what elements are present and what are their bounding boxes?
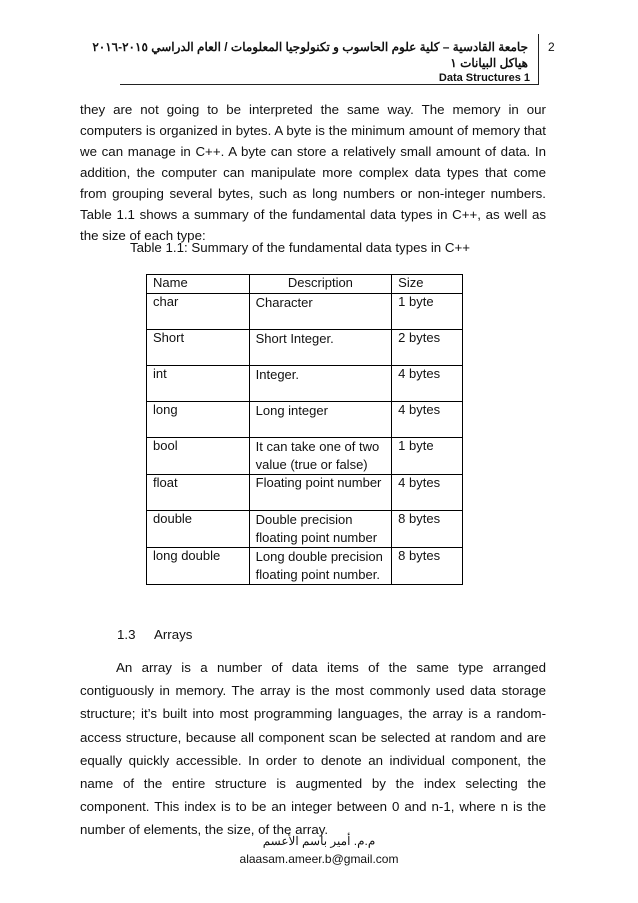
table-row xyxy=(147,294,463,330)
cell-name: float xyxy=(147,475,250,511)
header-university-line: جامعة القادسية – كلية علوم الحاسوب و تكنولوجيا المعلومات / العام الدراسي ٢٠١٥-٢٠١٦ xyxy=(92,40,528,54)
table-header-row xyxy=(147,275,463,294)
footer-email: alaasam.ameer.b@gmail.com xyxy=(239,852,399,866)
footer-author: م.م. أمير باسم الأعسم xyxy=(262,834,376,848)
cell-description: Character xyxy=(249,294,392,330)
cell-size: 8 bytes xyxy=(392,548,463,585)
cell-description: Long integer xyxy=(249,402,392,438)
cell-size: 4 bytes xyxy=(392,366,463,402)
cell-name: bool xyxy=(147,438,250,475)
cell-size: 4 bytes xyxy=(392,402,463,438)
header-description: Description xyxy=(249,275,392,294)
cell-name: long double xyxy=(147,548,250,585)
cell-description: It can take one of two value (true or false) xyxy=(249,438,392,475)
section-number: 1.3 xyxy=(117,627,136,642)
table-caption: Table 1.1: Summary of the fundamental data types in C++ xyxy=(130,240,471,255)
cell-size: 1 byte xyxy=(392,294,463,330)
table-row xyxy=(147,402,463,438)
cell-name: Short xyxy=(147,330,250,366)
cell-name: double xyxy=(147,511,250,548)
table-row xyxy=(147,511,463,548)
table-row xyxy=(147,475,463,511)
cell-size: 4 bytes xyxy=(392,475,463,511)
intro-paragraph: they are not going to be interpreted the same way. The memory in our computers is organized in bytes. A byte is the minimum amount of memory that we can manage in C++. A byte can store a relatively small amount of data. In addition, the computer can manipulate more complex data types that come from grouping several bytes, such as long numbers or non-integer numbers. Table 1.1 shows a summary of the fundamental data types in C++, as well as the size of each type: xyxy=(80,102,546,243)
arrays-paragraph xyxy=(80,656,546,842)
table-row xyxy=(147,438,463,475)
header-course-arabic: هياكل البيانات ١ xyxy=(450,56,528,70)
page-number: 2 xyxy=(548,40,555,54)
section-title: Arrays xyxy=(154,627,193,642)
cell-description: Floating point number xyxy=(249,475,392,511)
arrays-paragraph-text: An array is a number of data items of the same type arranged contiguously in memory. The array is the most commonly used data storage structure; it’s built into most programming languages, the array is a random-access structure, because all component scan be selected at random and are equally quickly accessible. In order to denote an individual component, the name of the entire structure is augmented by the index selecting the component. This index is to be an integer between 0 and n-1, where n is the number of elements, the size, of the array. xyxy=(80,660,546,838)
table-row xyxy=(147,366,463,402)
data-types-table xyxy=(146,274,463,585)
cell-size: 1 byte xyxy=(392,438,463,475)
cell-description: Short Integer. xyxy=(249,330,392,366)
cell-description: Integer. xyxy=(249,366,392,402)
cell-description: Double precision floating point number xyxy=(249,511,392,548)
table-row xyxy=(147,548,463,585)
cell-name: long xyxy=(147,402,250,438)
cell-description: Long double precision floating point number. xyxy=(249,548,392,585)
cell-name: char xyxy=(147,294,250,330)
table-row xyxy=(147,330,463,366)
section-heading xyxy=(117,627,192,642)
header-course-english: Data Structures 1 xyxy=(438,72,530,84)
page-header xyxy=(92,34,539,85)
cell-size: 8 bytes xyxy=(392,511,463,548)
cell-name: int xyxy=(147,366,250,402)
cell-size: 2 bytes xyxy=(392,330,463,366)
header-size: Size xyxy=(392,275,463,294)
header-name: Name xyxy=(147,275,250,294)
